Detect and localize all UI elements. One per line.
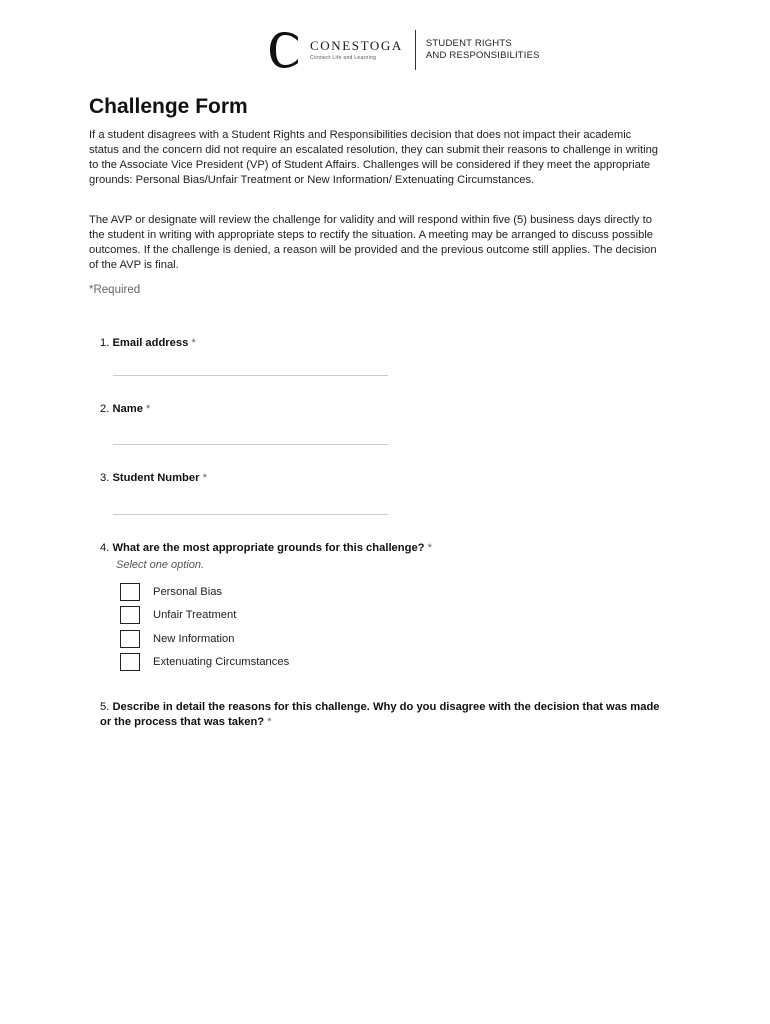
required-star: * <box>146 403 151 415</box>
checkbox[interactable] <box>120 583 140 601</box>
department-line-1: STUDENT RIGHTS <box>425 38 512 49</box>
checkbox[interactable] <box>120 606 140 624</box>
question-label: What are the most appropriate grounds for this challenge? <box>112 542 425 554</box>
question-number: 4. <box>100 542 110 554</box>
brand-block <box>310 39 403 61</box>
header-divider <box>415 30 416 70</box>
question-number: 5. <box>100 701 110 713</box>
intro-paragraph-2: The AVP or designate will review the challenge for validity and will respond within five (5) business days directly to the student in writing with appropriate steps to rectify the situation. A meeting may be arranged to discuss possible outcomes. If the challenge is denied, a reason will be provided and the previous outcome still applies. The decision of the AVP is final. <box>89 214 657 271</box>
question-label: Name <box>112 403 143 415</box>
option-label: Extenuating Circumstances <box>153 656 290 668</box>
question-number: 3. <box>100 472 110 484</box>
conestoga-logo-icon <box>268 31 302 69</box>
question-label: Email address <box>112 337 189 349</box>
option-label: Personal Bias <box>153 586 223 598</box>
required-star: * <box>427 542 432 554</box>
required-star: * <box>267 716 272 728</box>
option-label: Unfair Treatment <box>153 609 237 621</box>
question-reasons <box>100 700 660 730</box>
question-label: Student Number <box>112 472 200 484</box>
email-field[interactable] <box>113 375 388 376</box>
question-label: Describe in detail the reasons for this challenge. Why do you disagree with the decision that was made or the process that was taken? <box>100 701 660 728</box>
checkbox[interactable] <box>120 653 140 671</box>
brand-tagline: Connect Life and Learning <box>310 55 377 61</box>
intro-paragraph-1: If a student disagrees with a Student Rights and Responsibilities decision that does not impact their academic status and the concern did not require an escalated resolution, they can submit their reasons to challenge in writing to the Associate Vice President (VP) of Student Affairs. Challenges will be considered if they meet the appropriate grounds: Personal Bias/Unfair Treatment or New Information/ Extenuating Circumstances. <box>89 129 659 186</box>
question-name <box>100 403 150 415</box>
question-student-number <box>100 472 207 484</box>
option-label: New Information <box>153 633 235 645</box>
form-title: Challenge Form <box>89 95 248 118</box>
option-personal-bias[interactable] <box>120 583 222 601</box>
option-extenuating-circumstances[interactable] <box>120 653 289 671</box>
question-grounds <box>100 542 432 554</box>
question-number: 2. <box>100 403 110 415</box>
student-number-field[interactable] <box>113 514 388 515</box>
option-new-information[interactable] <box>120 630 234 648</box>
checkbox[interactable] <box>120 630 140 648</box>
brand-name: CONESTOGA <box>310 38 403 53</box>
option-unfair-treatment[interactable] <box>120 606 236 624</box>
department-name <box>426 38 540 62</box>
page-header <box>268 30 540 70</box>
question-number: 1. <box>100 337 110 349</box>
question-email <box>100 337 196 349</box>
question-hint: Select one option. <box>116 559 205 571</box>
department-line-2: AND RESPONSIBILITIES <box>425 50 540 61</box>
name-field[interactable] <box>113 444 388 445</box>
required-star: * <box>202 472 207 484</box>
required-star: * <box>191 337 196 349</box>
required-note: *Required <box>89 284 141 296</box>
